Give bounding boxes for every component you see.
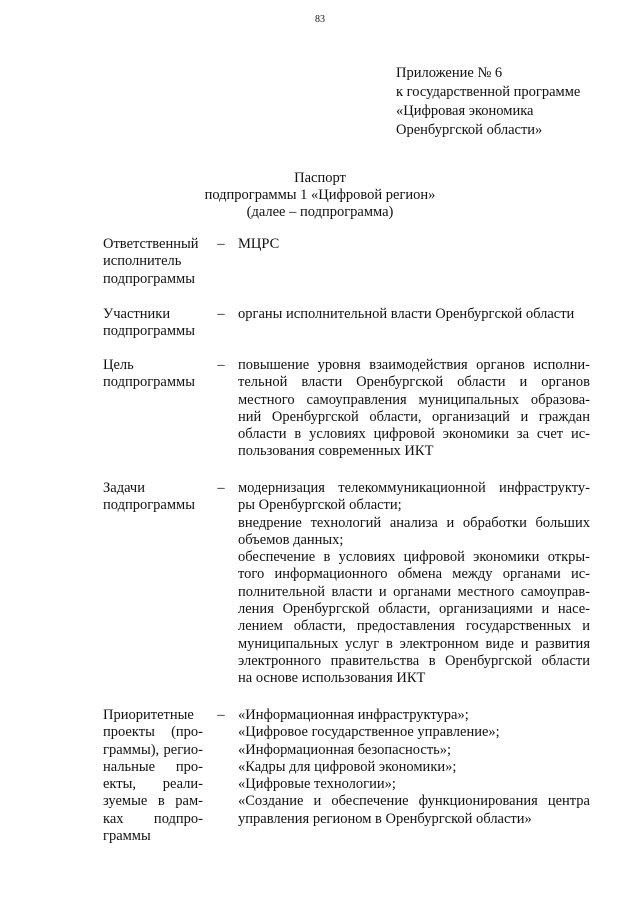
row-dash: – (217, 480, 225, 496)
value-line: «Цифровое государственное управление»; (238, 724, 500, 741)
title-line: (далее – подпрограмма) (246, 204, 394, 220)
row-dash: – (217, 306, 225, 322)
value-line: электронного правительства в Оренбургской области (238, 652, 590, 669)
row-value (238, 707, 590, 828)
appendix-line: Приложение № 6 (396, 65, 503, 81)
value-line: «Цифровые технологии»; (238, 776, 396, 793)
value-line: модернизация телекоммуникационной инфраструкту- (238, 480, 590, 496)
label-line: Ответственный (103, 236, 199, 252)
title-line: Паспорт (294, 170, 346, 186)
value-line: «Информационная безопасность»; (238, 741, 452, 758)
row-label (103, 357, 203, 392)
label-line: подпрограммы (103, 270, 195, 287)
row-label (103, 306, 203, 341)
value-line: тельной власти Оренбургской области и органов (238, 374, 590, 391)
value-line: повышение уровня взаимодействия органов исполни- (238, 357, 590, 373)
label-line: Задачи (103, 480, 145, 496)
value-line: области в условиях цифровой экономики за счет ис- (238, 426, 590, 443)
label-line: Участники (103, 306, 171, 322)
page-number: 83 (315, 14, 325, 25)
label-line: екты, реали- (103, 776, 203, 793)
label-line: подпрограммы (103, 323, 195, 340)
row-dash: – (217, 707, 225, 723)
row-label (103, 707, 203, 845)
value-line: пользования современных ИКТ (238, 443, 434, 460)
title-line: подпрограммы 1 «Цифровой регион» (204, 187, 436, 203)
label-line: нальные про- (103, 758, 203, 775)
value-line: того информационного обмена между органами ис- (238, 566, 590, 583)
row-value (238, 480, 590, 688)
appendix-line: к государственной программе (396, 84, 581, 100)
value-line: МЦРС (238, 236, 280, 252)
row-value (238, 357, 590, 461)
value-line: на основе использования ИКТ (238, 670, 426, 687)
row-dash: – (217, 357, 225, 373)
row-value (238, 236, 590, 253)
value-line: муниципальных услуг в электронном виде и развития (238, 635, 590, 652)
value-line: внедрение технологий анализа и обработки больших (238, 514, 590, 531)
label-line: граммы (103, 828, 151, 845)
value-line: ры Оренбургской области; (238, 497, 402, 514)
label-line: проекты (про- (103, 724, 203, 741)
value-line: органы исполнительной власти Оренбургской области (238, 306, 575, 322)
value-line: управления регионом в Оренбургской области» (238, 810, 532, 827)
value-line: объемов данных; (238, 531, 344, 548)
row-value (238, 306, 590, 323)
label-line: зуемые в рам- (103, 793, 203, 810)
label-line: ках подпро- (103, 810, 203, 827)
appendix-line: Оренбургской области» (396, 122, 543, 138)
value-line: «Информационная инфраструктура»; (238, 707, 469, 723)
value-line: ний Оренбургской области, организаций и граждан (238, 408, 590, 425)
row-label (103, 236, 203, 288)
value-line: ления Оренбургской области, организациями и насе- (238, 601, 590, 618)
appendix-header (396, 64, 580, 140)
value-line: полнительной власти и органами местного самоуправ- (238, 583, 590, 600)
row-label (103, 480, 203, 515)
label-line: граммы), регио- (103, 741, 203, 758)
row-dash: – (217, 236, 225, 252)
label-line: Приоритетные (103, 707, 194, 723)
value-line: «Создание и обеспечение функционирования центра (238, 793, 590, 810)
value-line: лением области, предоставления государственных и (238, 618, 590, 635)
value-line: обеспечение в условиях цифровой экономики откры- (238, 549, 590, 566)
appendix-line: «Цифровая экономика (396, 103, 534, 119)
label-line: исполнитель (103, 253, 182, 270)
label-line: подпрограммы (103, 374, 195, 391)
label-line: Цель (103, 357, 134, 373)
value-line: «Кадры для цифровой экономики»; (238, 758, 457, 775)
document-title (0, 170, 640, 221)
label-line: подпрограммы (103, 497, 195, 514)
value-line: местного самоуправления муниципальных образова- (238, 391, 590, 408)
